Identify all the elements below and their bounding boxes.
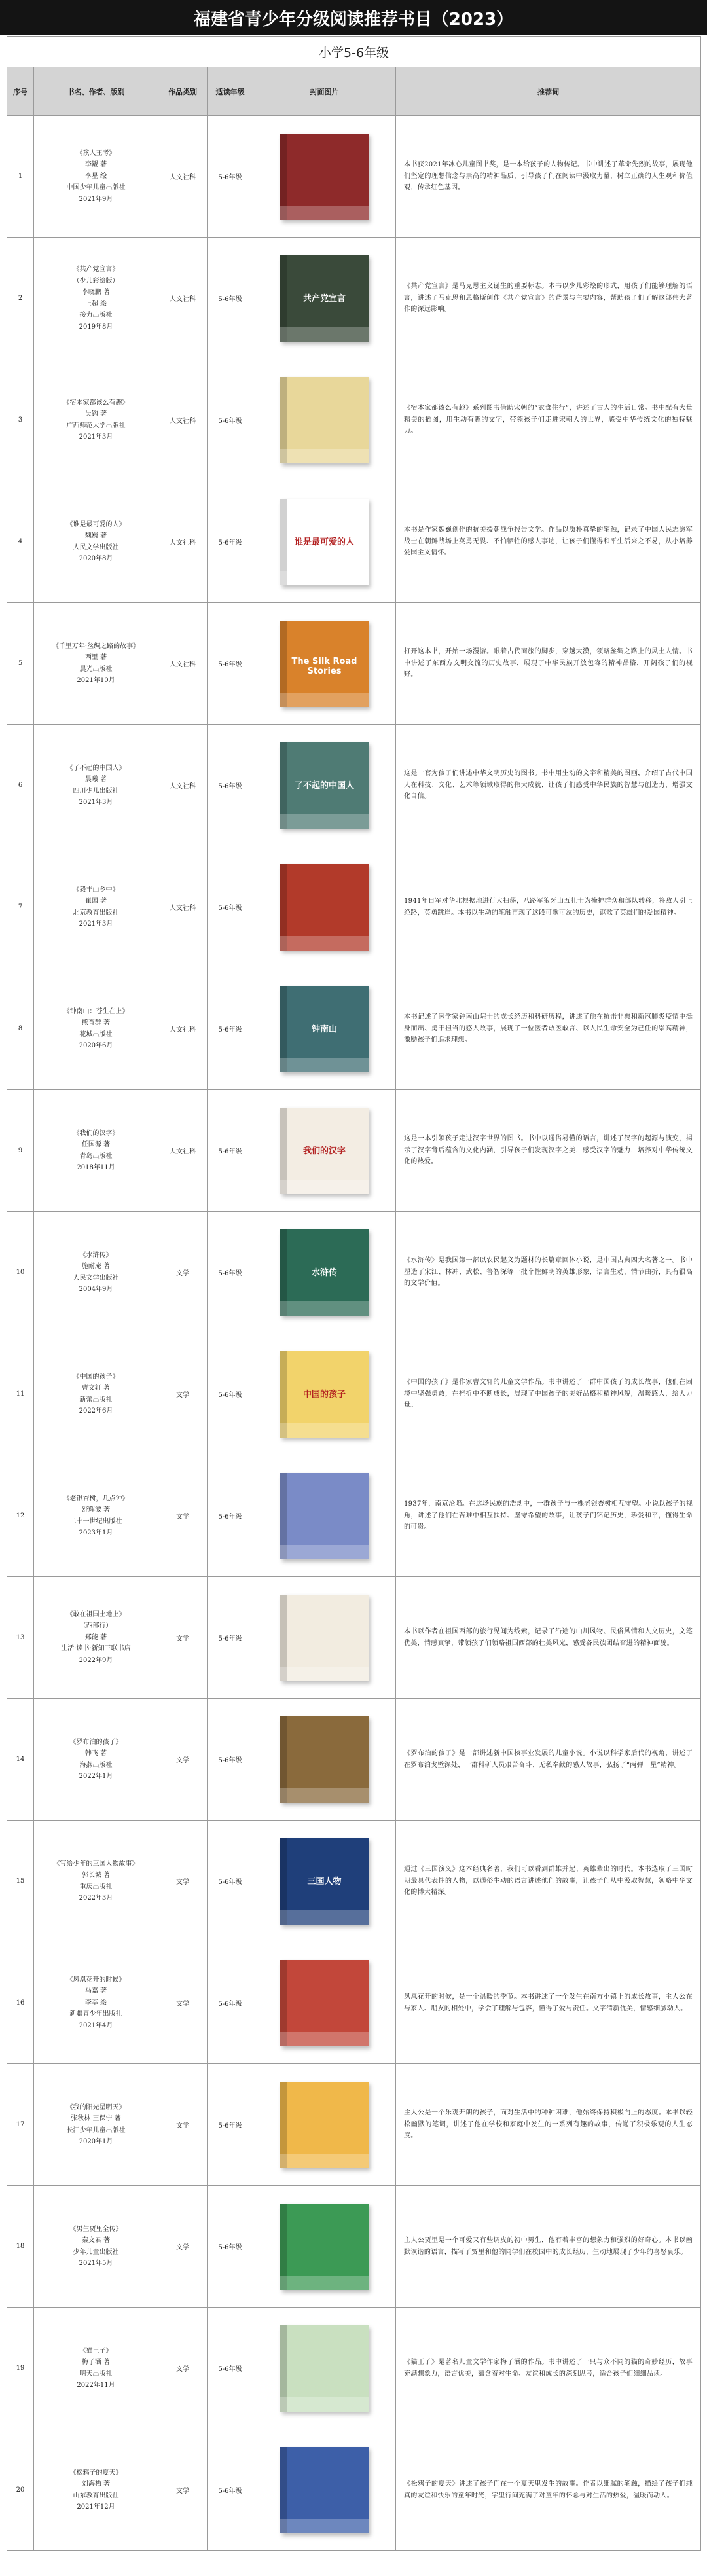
book-cover-image (280, 1595, 369, 1681)
book-number: 3 (7, 359, 34, 481)
book-category: 人文社科 (158, 359, 208, 481)
cover-band (280, 814, 369, 829)
table-row (7, 1212, 701, 1333)
book-number: 1 (7, 116, 34, 238)
cover-band (280, 2276, 369, 2290)
book-number: 10 (7, 1212, 34, 1333)
book-cover-image (280, 377, 369, 463)
book-number: 16 (7, 1942, 34, 2064)
book-recommendation: 打开这本书，开始一场漫游。跟着古代商旅的脚步，穿越大漠，领略丝绸之路上的风土人情。书中讲述了东西方文明交流的历史故事，展现了中华民族开放包容的精神品格，开阔孩子们的视野。 (396, 603, 701, 725)
cover-band (280, 1301, 369, 1316)
book-cover-image (280, 986, 369, 1072)
book-cover-cell (253, 359, 396, 481)
book-number: 2 (7, 238, 34, 359)
level-row (7, 37, 701, 67)
book-info: 《钟南山：苍生在上》 熊育群 著 花城出版社 2020年6月 (34, 968, 158, 1090)
book-info: 《水浒传》 施耐庵 著 人民文学出版社 2004年9月 (34, 1212, 158, 1333)
book-cover-cell (253, 725, 396, 846)
book-recommendation: 本书获2021年冰心儿童图书奖，是一本给孩子的人物传记。书中讲述了革命先烈的故事，展现他们坚定的理想信念与崇高的精神品质，引导孩子们在阅读中汲取力量，树立正确的人生观和价值观，传承红色基因。 (396, 116, 701, 238)
book-age: 5-6年级 (208, 1942, 253, 2064)
cover-band (280, 1180, 369, 1194)
header-recommendation: 推荐词 (396, 67, 701, 116)
book-category: 人文社科 (158, 1090, 208, 1212)
book-number: 9 (7, 1090, 34, 1212)
table-row (7, 603, 701, 725)
book-cover-cell (253, 1212, 396, 1333)
book-recommendation: 《猫王子》是著名儿童文学作家梅子涵的作品。书中讲述了一只与众不同的猫的奇妙经历，故事充满想象力，语言优美，蕴含着对生命、友谊和成长的深刻思考，适合孩子们细细品读。 (396, 2308, 701, 2429)
book-number: 18 (7, 2186, 34, 2308)
book-recommendation: 本书以作者在祖国西部的旅行见闻为线索，记录了沿途的山川风物、民俗风情和人文历史，文笔优美，情感真挚，带领孩子们领略祖国西部的壮美风光，感受各民族团结奋进的精神面貌。 (396, 1577, 701, 1699)
book-age: 5-6年级 (208, 2429, 253, 2551)
cover-title: 钟南山 (311, 1024, 337, 1034)
cover-title: 谁是最可爱的人 (294, 537, 354, 547)
book-recommendation: 主人公是一个乐观开朗的孩子，面对生活中的种种困难，他始终保持积极向上的态度。本书以轻松幽默的笔调，讲述了他在学校和家庭中发生的一系列有趣的故事，传递了积极乐观的人生态度。 (396, 2064, 701, 2186)
table-row (7, 968, 701, 1090)
book-category: 人文社科 (158, 725, 208, 846)
book-age: 5-6年级 (208, 1699, 253, 1821)
book-cover-image (280, 1108, 369, 1194)
book-info: 《谁是最可爱的人》 魏巍 著 人民文学出版社 2020年8月 (34, 481, 158, 603)
book-age: 5-6年级 (208, 481, 253, 603)
cover-band (280, 693, 369, 707)
book-category: 人文社科 (158, 238, 208, 359)
book-recommendation: 本书是作家魏巍创作的抗美援朝战争报告文学。作品以质朴真挚的笔触，记录了中国人民志愿军战士在朝鲜战场上英勇无畏、不怕牺牲的感人事迹，让孩子们懂得和平生活来之不易，从小培养爱国主义情怀。 (396, 481, 701, 603)
table-row (7, 238, 701, 359)
book-info: 《千里万年·丝绸之路的故事》 西里 著 晨光出版社 2021年10月 (34, 603, 158, 725)
book-info: 《老银杏树，几点钟》 舒辉波 著 二十一世纪出版社 2023年1月 (34, 1455, 158, 1577)
book-cover-image (280, 1960, 369, 2046)
header-row (7, 67, 701, 116)
book-recommendation: 1937年，南京沦陷。在这场民族的浩劫中，一群孩子与一棵老银杏树相互守望。小说以孩子的视角，讲述了他们在苦难中相互扶持、坚守希望的故事，让孩子们铭记历史，珍爱和平，懂得生命的可贵。 (396, 1455, 701, 1577)
book-cover-cell (253, 1333, 396, 1455)
book-recommendation: 《中国的孩子》是作家曹文轩的儿童文学作品。书中讲述了一群中国孩子的成长故事，他们在困境中坚强勇敢，在挫折中不断成长，展现了中国孩子的美好品格和精神风貌，温暖感人，给人力量。 (396, 1333, 701, 1455)
book-recommendation: 《罗布泊的孩子》是一部讲述新中国核事业发展的儿童小说。小说以科学家后代的视角，讲述了在罗布泊戈壁深处，一群科研人员艰苦奋斗、无私奉献的感人故事，弘扬了“两弹一星”精神。 (396, 1699, 701, 1821)
book-cover-image (280, 864, 369, 951)
book-number: 7 (7, 846, 34, 968)
cover-band (280, 2519, 369, 2533)
book-info: 《毅丰山乡中》 崔国 著 北京教育出版社 2021年3月 (34, 846, 158, 968)
book-list-body (7, 37, 701, 2551)
book-cover-image (280, 1473, 369, 1559)
table-row (7, 2429, 701, 2551)
book-recommendation: 通过《三国演义》这本经典名著，我们可以看到群雄并起、英雄辈出的时代。本书选取了三国时期最具代表性的人物，以通俗生动的语言讲述他们的故事，让孩子们从中汲取智慧，领略中华文化的博大精深。 (396, 1821, 701, 1942)
table-row (7, 116, 701, 238)
header-category: 作品类别 (158, 67, 208, 116)
book-cover-image (280, 499, 369, 585)
book-cover-image (280, 134, 369, 220)
book-cover-image (280, 742, 369, 829)
book-cover-cell (253, 238, 396, 359)
book-info: 《我们的汉字》 任国源 著 青岛出版社 2018年11月 (34, 1090, 158, 1212)
book-category: 文学 (158, 1699, 208, 1821)
cover-band (280, 2032, 369, 2046)
table-row (7, 2186, 701, 2308)
cover-title: 了不起的中国人 (294, 780, 354, 791)
book-category: 文学 (158, 1455, 208, 1577)
book-cover-cell (253, 2308, 396, 2429)
table-row (7, 481, 701, 603)
book-recommendation: 《水浒传》是我国第一部以农民起义为题材的长篇章回体小说，是中国古典四大名著之一。书中塑造了宋江、林冲、武松、鲁智深等一批个性鲜明的英雄形象，语言生动，情节曲折，具有很高的文学价值。 (396, 1212, 701, 1333)
book-category: 文学 (158, 1577, 208, 1699)
cover-title: 我们的汉字 (302, 1146, 346, 1156)
book-category: 文学 (158, 2429, 208, 2551)
book-recommendation: 《松鸦子的夏天》讲述了孩子们在一个夏天里发生的故事。作者以细腻的笔触，描绘了孩子们纯真的友谊和快乐的童年时光，字里行间充满了对童年的怀念与对生活的热爱，温暖而动人。 (396, 2429, 701, 2551)
book-info: 《孩人王考》 李觏 著 李星 绘 中国少年儿童出版社 2021年9月 (34, 116, 158, 238)
book-cover-image (280, 2325, 369, 2412)
book-info: 《共产党宣言》 （少儿彩绘版） 李晓鹏 著 上超 绘 接力出版社 2019年8月 (34, 238, 158, 359)
table-row (7, 1455, 701, 1577)
table-row (7, 1577, 701, 1699)
book-number: 12 (7, 1455, 34, 1577)
book-recommendation: 凤凰花开的时候，是一个温暖的季节。本书讲述了一个发生在南方小镇上的成长故事，主人公在与家人、朋友的相处中，学会了理解与包容，懂得了爱与责任。文字清新优美，情感细腻动人。 (396, 1942, 701, 2064)
book-cover-cell (253, 1577, 396, 1699)
book-number: 4 (7, 481, 34, 603)
cover-band (280, 449, 369, 463)
book-number: 17 (7, 2064, 34, 2186)
book-info: 《男生贾里全传》 秦文君 著 少年儿童出版社 2021年5月 (34, 2186, 158, 2308)
book-age: 5-6年级 (208, 1455, 253, 1577)
book-category: 文学 (158, 2308, 208, 2429)
header-age: 适读年级 (208, 67, 253, 116)
book-age: 5-6年级 (208, 1577, 253, 1699)
book-age: 5-6年级 (208, 603, 253, 725)
book-info: 《宿本家都该么有趣》 吴钩 著 广西师范大学出版社 2021年3月 (34, 359, 158, 481)
table-row (7, 1333, 701, 1455)
book-info: 《写给少年的三国人物故事》 郭长城 著 重庆出版社 2022年3月 (34, 1821, 158, 1942)
book-number: 5 (7, 603, 34, 725)
book-cover-cell (253, 1090, 396, 1212)
cover-band (280, 936, 369, 951)
cover-band (280, 327, 369, 342)
header-no: 序号 (7, 67, 34, 116)
book-number: 15 (7, 1821, 34, 1942)
header-cover: 封面图片 (253, 67, 396, 116)
book-cover-cell (253, 968, 396, 1090)
book-cover-cell (253, 2186, 396, 2308)
cover-band (280, 571, 369, 585)
book-category: 人文社科 (158, 968, 208, 1090)
book-age: 5-6年级 (208, 1821, 253, 1942)
book-cover-image (280, 1351, 369, 1438)
book-category: 人文社科 (158, 603, 208, 725)
book-number: 11 (7, 1333, 34, 1455)
book-recommendation: 主人公贾里是一个可爱又有些调皮的初中男生，他有着丰富的想象力和强烈的好奇心。本书以幽默诙谐的语言，描写了贾里和他的同学们在校园中的成长经历，生动地展现了少年的喜怒哀乐。 (396, 2186, 701, 2308)
header-info: 书名、作者、版别 (34, 67, 158, 116)
book-recommendation: 这是一套为孩子们讲述中华文明历史的图书。书中用生动的文字和精美的图画，介绍了古代中国人在科技、文化、艺术等领域取得的伟大成就，让孩子们感受中华民族的智慧与创造力，增强文化自信。 (396, 725, 701, 846)
cover-band (280, 2154, 369, 2168)
book-age: 5-6年级 (208, 725, 253, 846)
cover-band (280, 1788, 369, 1803)
book-cover-cell (253, 2429, 396, 2551)
book-category: 文学 (158, 1942, 208, 2064)
book-number: 20 (7, 2429, 34, 2551)
cover-title: 中国的孩子 (302, 1389, 346, 1400)
book-list-table (7, 36, 701, 2551)
table-row (7, 1821, 701, 1942)
book-category: 人文社科 (158, 116, 208, 238)
cover-band (280, 1910, 369, 1925)
book-cover-image (280, 1716, 369, 1803)
cover-title: 共产党宣言 (302, 293, 346, 304)
book-age: 5-6年级 (208, 1090, 253, 1212)
level-label: 小学5-6年级 (7, 37, 701, 67)
book-number: 19 (7, 2308, 34, 2429)
cover-band (280, 2397, 369, 2412)
book-category: 文学 (158, 1212, 208, 1333)
book-cover-cell (253, 1699, 396, 1821)
book-recommendation: 1941年日军对华北根据地进行大扫荡，八路军狼牙山五壮士为掩护群众和部队转移，将敌人引上绝路，英勇跳崖。本书以生动的笔触再现了这段可歌可泣的历史，讴歌了英雄们的爱国精神。 (396, 846, 701, 968)
book-cover-image (280, 621, 369, 707)
book-recommendation: 本书记述了医学家钟南山院士的成长经历和科研历程，讲述了他在抗击非典和新冠肺炎疫情中挺身而出、勇于担当的感人故事，展现了一位医者敢医敢言、以人民生命安全为己任的崇高精神，激励孩子们追求理想。 (396, 968, 701, 1090)
book-number: 6 (7, 725, 34, 846)
book-age: 5-6年级 (208, 1333, 253, 1455)
book-number: 14 (7, 1699, 34, 1821)
book-cover-cell (253, 481, 396, 603)
book-cover-image (280, 1838, 369, 1925)
table-row (7, 1942, 701, 2064)
book-cover-cell (253, 1455, 396, 1577)
book-age: 5-6年级 (208, 238, 253, 359)
book-cover-image (280, 255, 369, 342)
book-category: 文学 (158, 2186, 208, 2308)
book-info: 《我的阳光星明天》 张秋林 王保宁 著 长江少年儿童出版社 2020年1月 (34, 2064, 158, 2186)
book-recommendation: 《共产党宣言》是马克思主义诞生的重要标志。本书以少儿彩绘的形式，用孩子们能够理解的语言，讲述了马克思和恩格斯创作《共产党宣言》的背景与主要内容，帮助孩子们了解这部伟大著作的深远影响。 (396, 238, 701, 359)
book-cover-image (280, 2447, 369, 2533)
book-age: 5-6年级 (208, 116, 253, 238)
book-cover-image (280, 2082, 369, 2168)
book-cover-cell (253, 1942, 396, 2064)
book-recommendation: 《宿本家都该么有趣》系列图书借助宋朝的“衣食住行”，讲述了古人的生活日常。书中配有大量精美的插图，用生动有趣的文字，带领孩子们走进宋朝人的世界，感受中华传统文化的独特魅力。 (396, 359, 701, 481)
book-age: 5-6年级 (208, 2064, 253, 2186)
book-category: 人文社科 (158, 846, 208, 968)
table-row (7, 359, 701, 481)
book-number: 8 (7, 968, 34, 1090)
cover-title: The Silk Road Stories (291, 656, 357, 676)
table-row (7, 1090, 701, 1212)
cover-title: 三国人物 (307, 1876, 342, 1887)
table-row (7, 2064, 701, 2186)
cover-title: 水浒传 (311, 1267, 337, 1278)
table-row (7, 725, 701, 846)
book-recommendation: 这是一本引领孩子走进汉字世界的图书。书中以通俗易懂的语言，讲述了汉字的起源与演变，揭示了汉字背后蕴含的文化内涵，引导孩子们发现汉字之美，感受汉字的魅力，培养对中华传统文化的热爱。 (396, 1090, 701, 1212)
cover-band (280, 1667, 369, 1681)
book-info: 《松鸦子的夏天》 刘海栖 著 山东教育出版社 2021年12月 (34, 2429, 158, 2551)
book-cover-image (280, 2204, 369, 2290)
book-age: 5-6年级 (208, 846, 253, 968)
book-info: 《了不起的中国人》 晨曦 著 四川少儿出版社 2021年3月 (34, 725, 158, 846)
book-number: 13 (7, 1577, 34, 1699)
book-cover-cell (253, 603, 396, 725)
book-info: 《罗布泊的孩子》 韩飞 著 海燕出版社 2022年1月 (34, 1699, 158, 1821)
table-row (7, 2308, 701, 2429)
book-category: 文学 (158, 1821, 208, 1942)
book-age: 5-6年级 (208, 2186, 253, 2308)
cover-band (280, 206, 369, 220)
book-cover-cell (253, 1821, 396, 1942)
book-age: 5-6年级 (208, 359, 253, 481)
cover-band (280, 1423, 369, 1438)
book-category: 文学 (158, 2064, 208, 2186)
book-cover-image (280, 1229, 369, 1316)
book-category: 人文社科 (158, 481, 208, 603)
book-age: 5-6年级 (208, 968, 253, 1090)
book-info: 《敢在祖国土地上》 （西部行） 郑能 著 生活·读书·新知三联书店 2022年9月 (34, 1577, 158, 1699)
book-cover-cell (253, 2064, 396, 2186)
book-info: 《凤凰花开的时候》 马嘉 著 李莘 绘 新疆青少年出版社 2021年4月 (34, 1942, 158, 2064)
book-cover-cell (253, 846, 396, 968)
book-category: 文学 (158, 1333, 208, 1455)
table-row (7, 1699, 701, 1821)
book-info: 《猫王子》 梅子涵 著 明天出版社 2022年11月 (34, 2308, 158, 2429)
book-age: 5-6年级 (208, 2308, 253, 2429)
cover-band (280, 1545, 369, 1559)
cover-band (280, 1058, 369, 1072)
page-title: 福建省青少年分级阅读推荐书目（2023） (0, 0, 707, 35)
table-row (7, 846, 701, 968)
book-info: 《中国的孩子》 曹文轩 著 新蕾出版社 2022年6月 (34, 1333, 158, 1455)
book-age: 5-6年级 (208, 1212, 253, 1333)
book-cover-cell (253, 116, 396, 238)
